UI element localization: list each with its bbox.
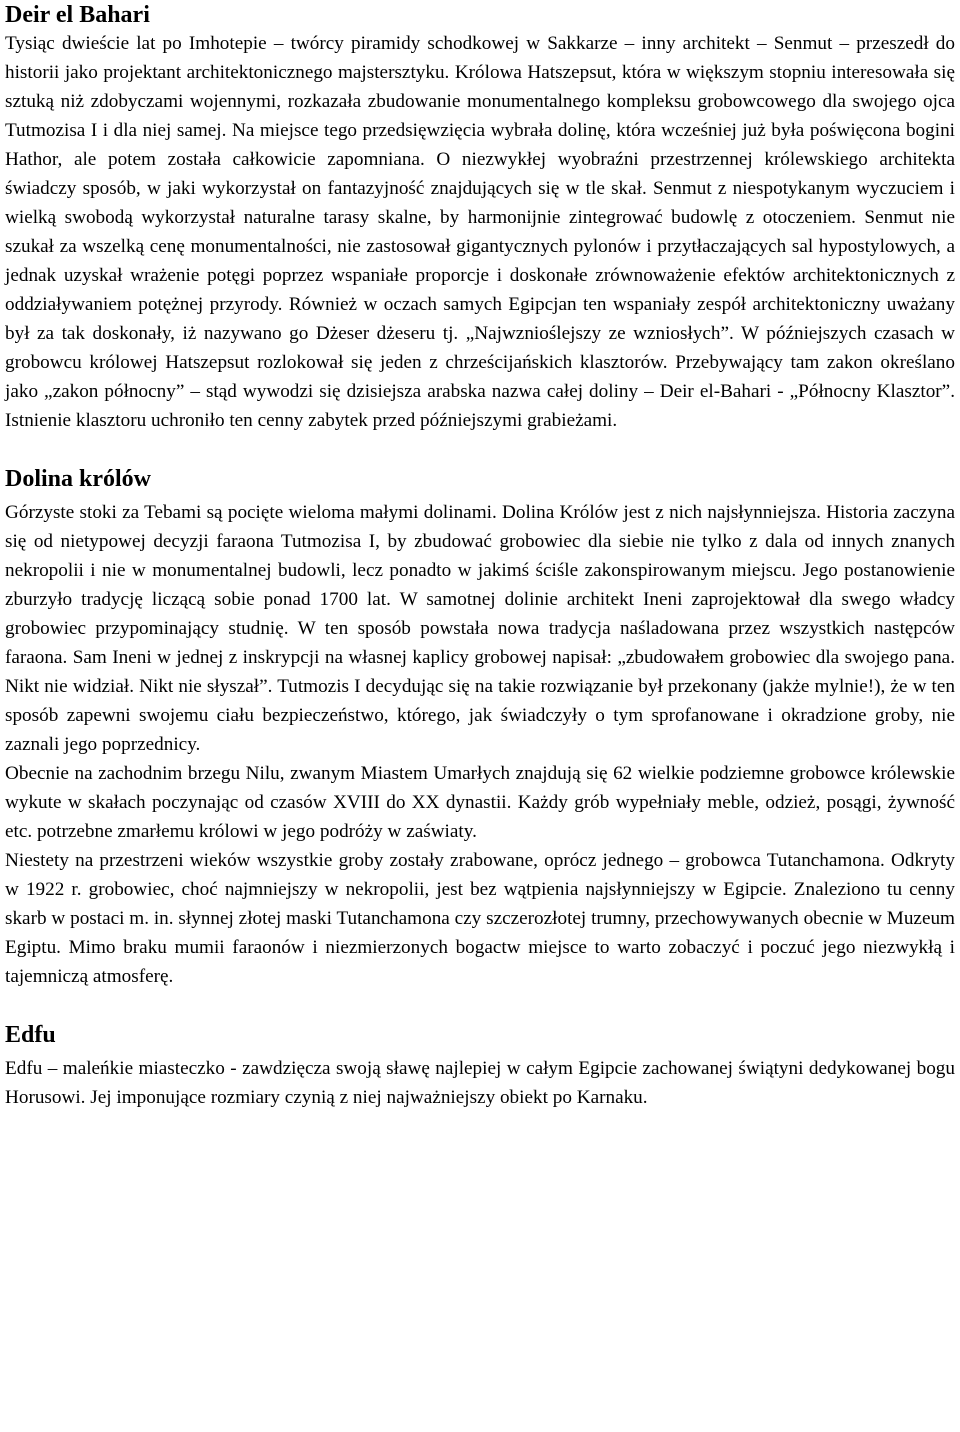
- section-paragraph: Niestety na przestrzeni wieków wszystkie groby zostały zrabowane, oprócz jednego – grobowca Tutanchamona. Odkryty w 1922 r. grobowiec, choć najmniejszy w nekropolii, jest bez wątpienia najsłynniejszy w Egipcie. Znaleziono tu cenny skarb w postaci m. in. słynnej złotej maski Tutanchamona czy szczerozłotej trumny, przechowywanych obecnie w Muzeum Egiptu. Mimo braku mumii faraonów i niezmierzonych bogactw miejsce to warto zobaczyć i poczuć jego niezwykłą i tajemniczą atmosferę.: [5, 850, 955, 987]
- section-deir-el-bahari: [5, 1, 955, 435]
- section-edfu: [5, 1021, 955, 1112]
- section-heading: Edfu: [5, 1022, 56, 1048]
- section-paragraph: Tysiąc dwieście lat po Imhotepie – twórcy piramidy schodkowej w Sakkarze – inny architekt – Senmut – przeszedł do historii jako projektant architektonicznego majstersztyku. Królowa Hatszepsut, która w większym stopniu interesowała się sztuką niż zdobyczami wojennymi, rozkazała zbudowanie monumentalnego kompleksu grobowcowego dla swojego ojca Tutmozisa I i dla niej samej. Na miejsce tego przedsięwzięcia wybrała dolinę, która wcześniej już była poświęcona bogini Hathor, ale potem została całkowicie zapomniana. O niezwykłej wyobraźni przestrzennej królewskiego architekta świadczy sposób, w jaki wykorzystał on fantazyjność znajdujących się w tle skał. Senmut z niespotykanym wyczuciem i wielką swobodą wykorzystał naturalne tarasy skalne, by harmonijnie zintegrować budowlę z otoczeniem. Senmut nie szukał za wszelką cenę monumentalności, nie zastosował gigantycznych pylonów i przytłaczających sal hypostylowych, a jednak uzyskał wrażenie potęgi poprzez wspaniałe proporcje i doskonałe zrównoważenie efektów architektonicznych z oddziaływaniem potężnej przyrody. Również w oczach samych Egipcjan ten wspaniały zespół architektoniczny uważany był za tak doskonały, iż nazywano go Dżeser dżeseru tj. „Najwznioślejszy ze wzniosłych”. W późniejszych czasach w grobowcu królowej Hatszepsut rozlokował się jeden z chrześcijańskich klasztorów. Przebywający tam zakon określano jako „zakon północny” – stąd wywodzi się dzisiejsza arabska nazwa całej doliny – Deir el-Bahari - „Północny Klasztor”. Istnienie klasztoru uchroniło ten cenny zabytek przed późniejszymi grabieżami.: [5, 33, 955, 431]
- section-heading: Deir el Bahari: [5, 2, 150, 28]
- document-page: [5, 0, 955, 1112]
- section-paragraph: Edfu – maleńkie miasteczko - zawdzięcza swoją sławę najlepiej w całym Egipcie zachowanej świątyni dedykowanej bogu Horusowi. Jej imponujące rozmiary czynią z niej najważniejszy obiekt po Karnaku.: [5, 1058, 955, 1108]
- section-heading: Dolina królów: [5, 466, 152, 492]
- section-paragraph: Górzyste stoki za Tebami są pocięte wieloma małymi dolinami. Dolina Królów jest z nich najsłynniejsza. Historia zaczyna się od nietypowej decyzji faraona Tutmozisa I, by zbudować grobowiec dla siebie nie tylko z dala od innych znanych nekropolii i nie w monumentalnej budowli, lecz ponadto w jakimś ściśle zakonspirowanym miejscu. Jego postanowienie zburzyło tradycję liczącą sobie ponad 1700 lat. W samotnej dolinie architekt Ineni zaprojektował dla swego władcy grobowiec przypominający studnię. W ten sposób powstała nowa tradycja naśladowana przez wszystkich następców faraona. Sam Ineni w jednej z inskrypcji na własnej kaplicy grobowej napisał: „zbudowałem grobowiec dla swojego pana. Nikt nie widział. Nikt nie słyszał”. Tutmozis I decydując się na takie rozwiązanie był przekonany (jakże mylnie!), że w ten sposób zapewni swojemu ciału bezpieczeństwo, którego, jak świadczyły o tym sprofanowane i okradzione groby, nie zaznali jego poprzednicy.: [5, 502, 955, 755]
- section-dolina-krolow: [5, 465, 955, 991]
- section-paragraph: Obecnie na zachodnim brzegu Nilu, zwanym Miastem Umarłych znajdują się 62 wielkie podziemne grobowce królewskie wykute w skałach poczynając od czasów XVIII do XX dynastii. Każdy grób wypełniały meble, odzież, posągi, żywność etc. potrzebne zmarłemu królowi w jego podróży w zaświaty.: [5, 763, 955, 842]
